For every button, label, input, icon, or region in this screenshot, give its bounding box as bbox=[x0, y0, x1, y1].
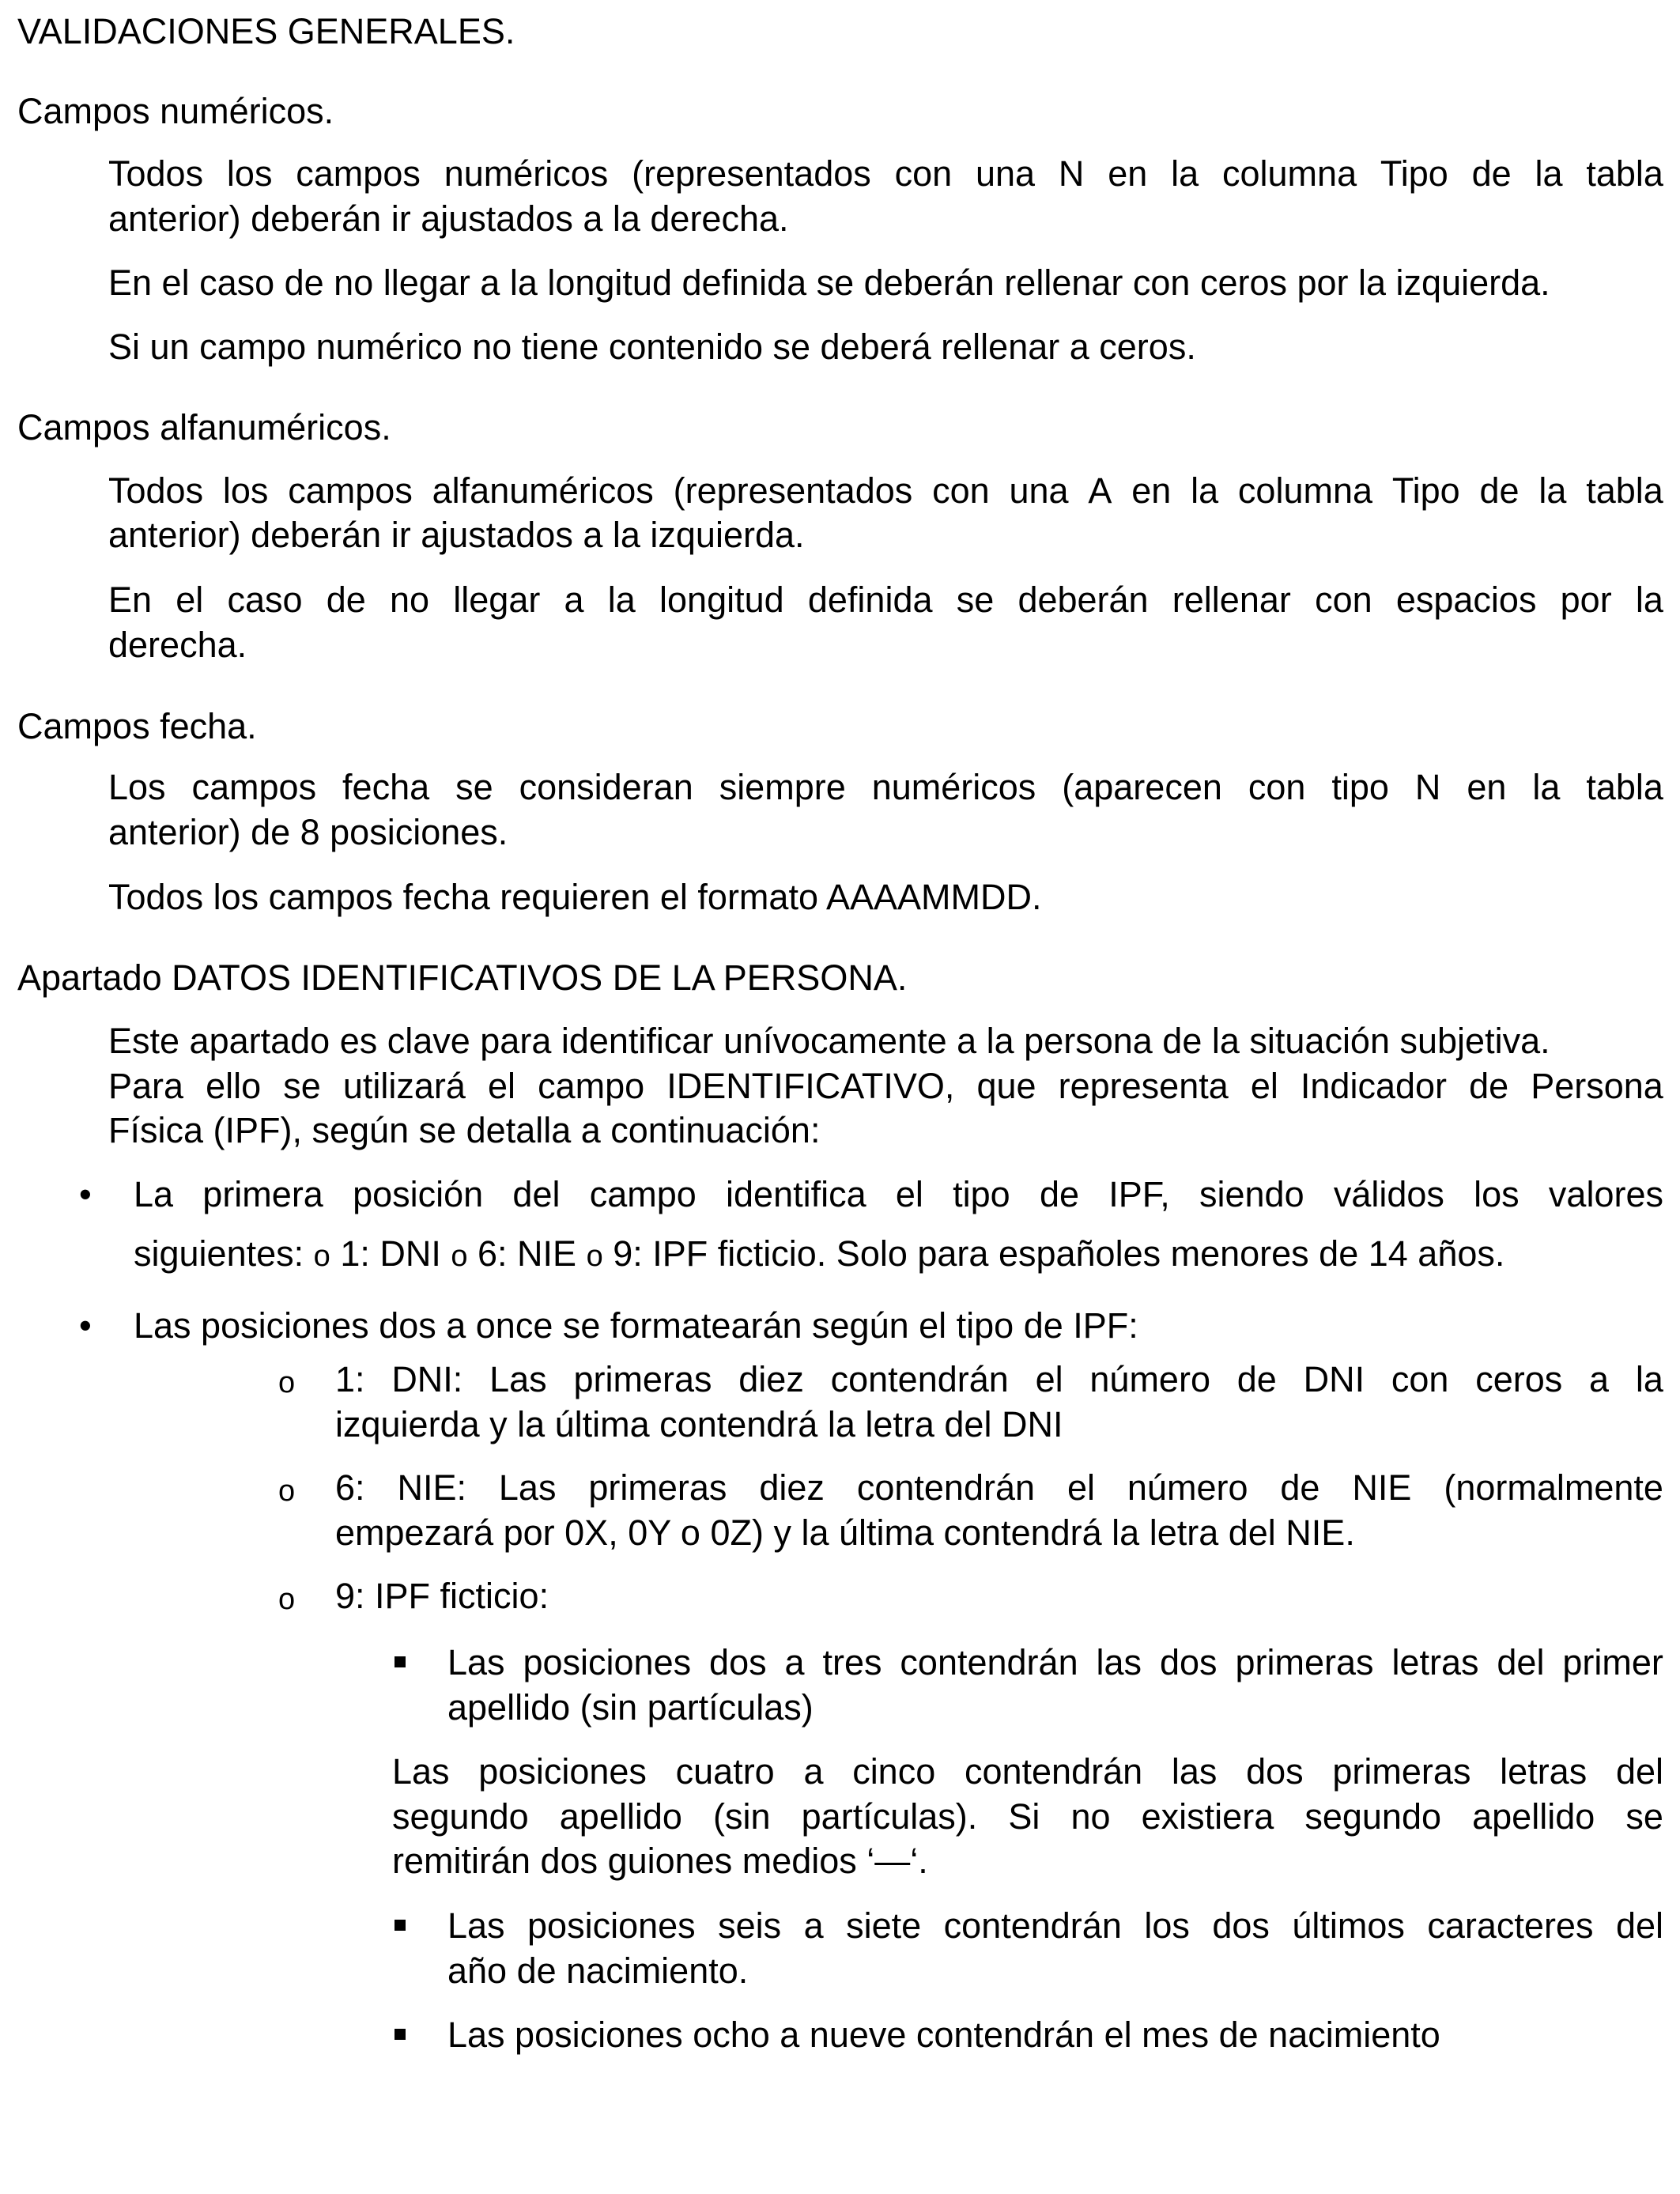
word: tipo bbox=[953, 1174, 1010, 1214]
alfanumericos-paragraph-1-line-2: anterior) deberán ir ajustados a la izquierda. bbox=[108, 515, 805, 555]
ficticio-paragraph-line-3: remitirán dos guiones medios ‘—‘. bbox=[392, 1841, 928, 1881]
word: la bbox=[1535, 153, 1563, 194]
word: NIE: bbox=[397, 1467, 466, 1508]
bullet-1-value-dni: 1: DNI bbox=[340, 1233, 441, 1274]
bullet-1-value-nie: 6: NIE bbox=[478, 1233, 577, 1274]
word: diez bbox=[759, 1467, 825, 1508]
word: contendrán bbox=[856, 1467, 1036, 1508]
word: utilizará bbox=[342, 1066, 466, 1106]
word: en bbox=[1467, 767, 1507, 807]
word: existiera bbox=[1141, 1796, 1274, 1837]
word: siempre bbox=[719, 767, 846, 807]
word: de bbox=[1469, 1066, 1509, 1106]
word: deberán bbox=[1017, 580, 1149, 620]
ficticio-paragraph-line-2 bbox=[392, 1794, 1663, 1839]
word: longitud bbox=[659, 580, 784, 620]
word: con bbox=[1315, 580, 1372, 620]
fecha-paragraph-1-line-2: anterior) de 8 posiciones. bbox=[108, 812, 508, 852]
word: por bbox=[1560, 580, 1612, 620]
sub-bullet-nie-line-1 bbox=[335, 1465, 1663, 1510]
word: se bbox=[283, 1066, 321, 1106]
word: numéricos bbox=[444, 153, 609, 194]
word: siete bbox=[846, 1905, 922, 1946]
alfanumericos-paragraph-1-line-1 bbox=[108, 468, 1663, 513]
word: IDENTIFICATIVO, bbox=[666, 1066, 955, 1106]
word: Los bbox=[108, 767, 166, 807]
square-bullet-icon bbox=[395, 1656, 406, 1667]
bullet-1-value-ficticio: 9: IPF ficticio. Solo para españoles menores de 14 años. bbox=[613, 1233, 1505, 1274]
sub-bullet-circle-icon: o bbox=[451, 1240, 468, 1273]
word: a bbox=[784, 1642, 805, 1682]
word: (sin bbox=[713, 1796, 771, 1837]
identificativos-paragraph-line-3: Física (IPF), según se detalla a continuación: bbox=[108, 1110, 821, 1150]
bullet-1-line-2 bbox=[134, 1231, 1504, 1279]
word: Para bbox=[108, 1066, 184, 1106]
word: campos bbox=[296, 153, 421, 194]
sub-bullet-circle-icon: o bbox=[278, 1583, 296, 1616]
word: Tipo bbox=[1391, 470, 1460, 511]
word: con bbox=[1391, 1359, 1449, 1399]
word: 1: bbox=[335, 1359, 365, 1399]
section-title-fecha: Campos fecha. bbox=[17, 706, 257, 746]
word: valores bbox=[1548, 1174, 1663, 1214]
word: ceros bbox=[1475, 1359, 1563, 1399]
sub-bullet-nie-line-2: empezará por 0X, 0Y o 0Z) y la última contendrá la letra del NIE. bbox=[335, 1512, 1355, 1553]
word: apellido bbox=[559, 1796, 682, 1837]
word: segundo bbox=[1304, 1796, 1442, 1837]
word: número bbox=[1089, 1359, 1210, 1399]
word: las bbox=[1171, 1751, 1218, 1792]
word: de bbox=[1039, 1174, 1079, 1214]
word: los bbox=[222, 470, 269, 511]
word: dos bbox=[1246, 1751, 1304, 1792]
word: últimos bbox=[1292, 1905, 1405, 1946]
square-bullet-icon bbox=[395, 1920, 406, 1931]
word: En bbox=[108, 580, 153, 620]
word: en bbox=[1108, 153, 1148, 194]
bullet-1-siguientes: siguientes: bbox=[134, 1233, 304, 1274]
word: tabla bbox=[1586, 470, 1663, 511]
word: campos bbox=[191, 767, 317, 807]
bullet-icon: • bbox=[79, 1305, 92, 1346]
word: 6: bbox=[335, 1467, 365, 1508]
word: las bbox=[1096, 1642, 1142, 1682]
word: rellenar bbox=[1172, 580, 1291, 620]
identificativos-paragraph-line-2 bbox=[108, 1063, 1663, 1108]
bullet-2: Las posiciones dos a once se formatearán según el tipo de IPF: bbox=[134, 1305, 1138, 1346]
word: consideran bbox=[519, 767, 693, 807]
word: Persona bbox=[1531, 1066, 1663, 1106]
word: los bbox=[1474, 1174, 1520, 1214]
word: contendrán bbox=[900, 1642, 1078, 1682]
word: dos bbox=[709, 1642, 767, 1682]
numericos-paragraph-2: En el caso de no llegar a la longitud definida se deberán rellenar con ceros por la izquierda. bbox=[108, 262, 1550, 303]
word: alfanuméricos bbox=[432, 470, 654, 511]
word: la bbox=[1635, 1359, 1663, 1399]
word: la bbox=[607, 580, 636, 620]
word: a bbox=[564, 580, 584, 620]
word: A bbox=[1088, 470, 1112, 511]
word: Las bbox=[447, 1642, 505, 1682]
word: a bbox=[803, 1751, 824, 1792]
alfanumericos-paragraph-2-line-1 bbox=[108, 577, 1663, 622]
word: primer bbox=[1562, 1642, 1663, 1682]
word: una bbox=[1009, 470, 1069, 511]
word: del bbox=[1497, 1642, 1545, 1682]
word: contendrán bbox=[830, 1359, 1009, 1399]
word: Las bbox=[392, 1751, 450, 1792]
word: campos bbox=[288, 470, 413, 511]
identificativos-paragraph-line-1: Este apartado es clave para identificar unívocamente a la persona de la situación subjetiva. bbox=[108, 1021, 1550, 1061]
word: con bbox=[894, 153, 953, 194]
square-bullet-2-line-1 bbox=[447, 1903, 1663, 1948]
word: Si bbox=[1008, 1796, 1040, 1837]
word: la bbox=[1171, 153, 1199, 194]
word: el bbox=[1067, 1467, 1095, 1508]
fecha-paragraph-2: Todos los campos fecha requieren el formato AAAAMMDD. bbox=[108, 877, 1042, 917]
word: Tipo bbox=[1380, 153, 1448, 194]
word: la bbox=[1635, 580, 1663, 620]
word: identifica bbox=[726, 1174, 866, 1214]
word: (aparecen bbox=[1062, 767, 1222, 807]
word: ello bbox=[206, 1066, 262, 1106]
word: DNI bbox=[1303, 1359, 1365, 1399]
word: representa bbox=[1058, 1066, 1229, 1106]
square-bullet-1-line-2: apellido (sin partículas) bbox=[447, 1687, 814, 1728]
word: los bbox=[226, 153, 273, 194]
word: diez bbox=[738, 1359, 804, 1399]
word: Las bbox=[489, 1359, 547, 1399]
word: primeras bbox=[573, 1359, 712, 1399]
alfanumericos-paragraph-2-line-2: derecha. bbox=[108, 625, 247, 665]
word: La bbox=[134, 1174, 174, 1214]
sub-bullet-circle-icon: o bbox=[586, 1240, 603, 1273]
word: DNI: bbox=[391, 1359, 463, 1399]
word: posiciones bbox=[527, 1905, 696, 1946]
document-heading: VALIDACIONES GENERALES. bbox=[17, 11, 515, 51]
sub-bullet-ficticio: 9: IPF ficticio: bbox=[335, 1576, 549, 1616]
word: columna bbox=[1222, 153, 1357, 194]
word: la bbox=[1532, 767, 1561, 807]
word: en bbox=[1131, 470, 1172, 511]
word: dos bbox=[1159, 1642, 1218, 1682]
word: se bbox=[455, 767, 493, 807]
word: dos bbox=[1212, 1905, 1270, 1946]
word: caso bbox=[227, 580, 303, 620]
word: (representados bbox=[632, 153, 871, 194]
word: una bbox=[976, 153, 1036, 194]
section-title-alfanumericos: Campos alfanuméricos. bbox=[17, 407, 391, 447]
word: número bbox=[1127, 1467, 1248, 1508]
numericos-paragraph-1-line-2: anterior) deberán ir ajustados a la derecha. bbox=[108, 198, 789, 239]
word: con bbox=[1248, 767, 1306, 807]
word: la bbox=[1191, 470, 1219, 511]
word: tabla bbox=[1586, 153, 1663, 194]
word: contendrán bbox=[964, 1751, 1143, 1792]
word: se bbox=[1625, 1796, 1663, 1837]
square-bullet-2-line-2: año de nacimiento. bbox=[447, 1950, 749, 1991]
word: (representados bbox=[673, 470, 913, 511]
word: el bbox=[176, 580, 204, 620]
numericos-paragraph-3: Si un campo numérico no tiene contenido se deberá rellenar a ceros. bbox=[108, 327, 1196, 367]
square-bullet-3: Las posiciones ocho a nueve contendrán el mes de nacimiento bbox=[447, 2015, 1440, 2055]
word: de bbox=[1236, 1359, 1277, 1399]
word: de bbox=[326, 580, 366, 620]
word: numéricos bbox=[871, 767, 1036, 807]
word: seis bbox=[718, 1905, 782, 1946]
word: N bbox=[1058, 153, 1085, 194]
word: campo bbox=[589, 1174, 697, 1214]
word: con bbox=[932, 470, 990, 511]
word: segundo bbox=[392, 1796, 529, 1837]
word: tabla bbox=[1586, 767, 1663, 807]
section-title-numericos: Campos numéricos. bbox=[17, 91, 334, 131]
word: los bbox=[1144, 1905, 1190, 1946]
word: siendo bbox=[1199, 1174, 1304, 1214]
word: del bbox=[512, 1174, 561, 1214]
word: no bbox=[1070, 1796, 1111, 1837]
word: el bbox=[1250, 1066, 1278, 1106]
word: válidos bbox=[1333, 1174, 1444, 1214]
word: Todos bbox=[108, 153, 204, 194]
word: la bbox=[1538, 470, 1567, 511]
sub-bullet-dni-line-1 bbox=[335, 1357, 1663, 1402]
word: contendrán bbox=[943, 1905, 1122, 1946]
numericos-paragraph-1-line-1 bbox=[108, 151, 1663, 196]
word: primeras bbox=[1235, 1642, 1374, 1682]
word: posición bbox=[353, 1174, 484, 1214]
word: primera bbox=[202, 1174, 323, 1214]
word: de bbox=[1471, 153, 1512, 194]
word: cuatro bbox=[675, 1751, 775, 1792]
word: que bbox=[976, 1066, 1036, 1106]
word: el bbox=[895, 1174, 923, 1214]
word: partículas). bbox=[801, 1796, 978, 1837]
word: N bbox=[1414, 767, 1441, 807]
word: (normalmente bbox=[1444, 1467, 1663, 1508]
word: posiciones bbox=[478, 1751, 647, 1792]
word: de bbox=[1479, 470, 1520, 511]
word: definida bbox=[807, 580, 933, 620]
word: letras bbox=[1500, 1751, 1588, 1792]
fecha-paragraph-1-line-1 bbox=[108, 765, 1663, 810]
word: letras bbox=[1391, 1642, 1479, 1682]
square-bullet-1-line-1 bbox=[447, 1640, 1663, 1685]
word: primeras bbox=[588, 1467, 727, 1508]
word: a bbox=[803, 1905, 824, 1946]
word: apellido bbox=[1472, 1796, 1595, 1837]
word: campo bbox=[538, 1066, 645, 1106]
sub-bullet-circle-icon: o bbox=[278, 1475, 296, 1508]
section-title-identificativos: Apartado DATOS IDENTIFICATIVOS DE LA PERSONA. bbox=[17, 957, 908, 998]
word: Todos bbox=[108, 470, 204, 511]
word: caracteres bbox=[1427, 1905, 1594, 1946]
word: tres bbox=[822, 1642, 882, 1682]
sub-bullet-circle-icon: o bbox=[278, 1366, 296, 1399]
word: el bbox=[487, 1066, 515, 1106]
word: posiciones bbox=[523, 1642, 692, 1682]
bullet-icon: • bbox=[79, 1174, 92, 1214]
word: del bbox=[1615, 1751, 1663, 1792]
word: a bbox=[1589, 1359, 1610, 1399]
word: de bbox=[1280, 1467, 1320, 1508]
sub-bullet-dni-line-2: izquierda y la última contendrá la letra del DNI bbox=[335, 1404, 1063, 1444]
word: llegar bbox=[453, 580, 541, 620]
bullet-1-line-1 bbox=[134, 1172, 1663, 1217]
word: se bbox=[956, 580, 995, 620]
word: columna bbox=[1237, 470, 1373, 511]
word: fecha bbox=[342, 767, 430, 807]
square-bullet-icon bbox=[395, 2029, 406, 2040]
word: tipo bbox=[1331, 767, 1389, 807]
word: primeras bbox=[1332, 1751, 1471, 1792]
word: no bbox=[390, 580, 430, 620]
word: IPF, bbox=[1108, 1174, 1170, 1214]
word: Las bbox=[498, 1467, 557, 1508]
word: NIE bbox=[1352, 1467, 1412, 1508]
ficticio-paragraph-line-1 bbox=[392, 1749, 1663, 1794]
word: el bbox=[1035, 1359, 1063, 1399]
word: espacios bbox=[1395, 580, 1537, 620]
sub-bullet-circle-icon: o bbox=[313, 1240, 330, 1273]
word: Indicador bbox=[1300, 1066, 1448, 1106]
word: del bbox=[1615, 1905, 1663, 1946]
word: cinco bbox=[852, 1751, 936, 1792]
word: Las bbox=[447, 1905, 505, 1946]
